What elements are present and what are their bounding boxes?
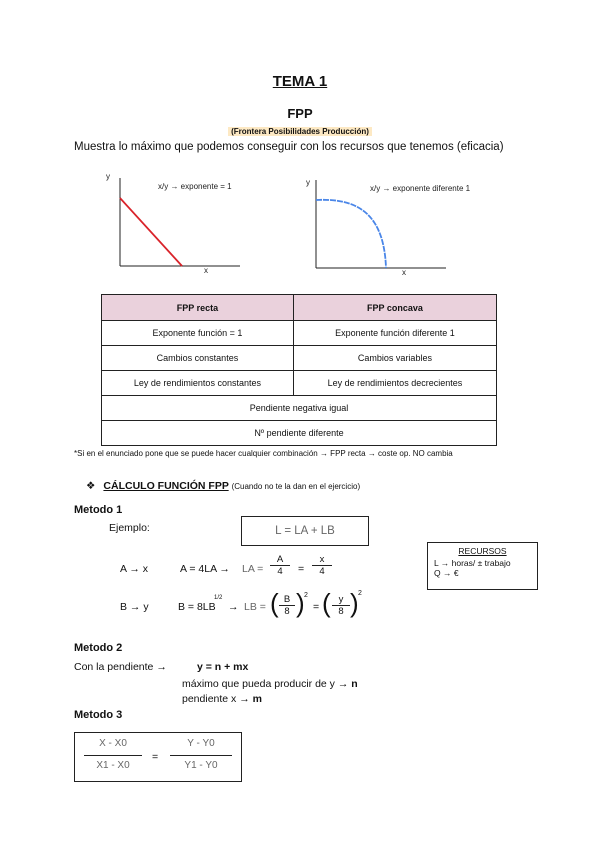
footnote: *Si en el enunciado pone que se puede hacer cualquier combinación → FPP recta → coste op. NO cambia [74, 449, 453, 458]
metodo2-formula: y = n + mx [197, 661, 249, 673]
frac-den: Y1 - Y0 [170, 755, 232, 771]
table-row [102, 421, 497, 446]
metodo2-heading: Metodo 2 [74, 642, 123, 654]
frac-den: X1 - X0 [84, 755, 142, 771]
rowB-lhs: LB = [244, 601, 266, 613]
rowB-arrow2: → [228, 601, 239, 613]
fpp-heading: FPP [287, 106, 313, 121]
table-cell: Ley de rendimientos decrecientes [293, 371, 496, 396]
formula-box [241, 516, 369, 546]
table-header-row [102, 295, 497, 321]
metodo2-line1: Con la pendiente → [74, 661, 167, 673]
frac-num: B [283, 594, 291, 605]
metodo3-eq: = [152, 751, 159, 763]
frac-den: 8 [279, 605, 295, 617]
rowA-eq2: = [298, 563, 305, 575]
frac-den: 8 [332, 605, 350, 617]
metodo3-heading: Metodo 3 [74, 709, 123, 721]
calc-title: CÁLCULO FUNCIÓN FPP [103, 480, 229, 492]
fpp-concave-curve [316, 200, 386, 268]
chart1-x-label: x [204, 266, 208, 275]
rowB-frac2 [332, 594, 350, 617]
table-cell: Exponente función diferente 1 [293, 321, 496, 346]
rowA-arrow: A → x [120, 563, 149, 575]
rowA-frac2 [312, 554, 332, 577]
rowB-arrow: B → y [120, 601, 149, 613]
rowA-eq: A = 4LA → [180, 563, 230, 575]
chart1-y-label: y [106, 172, 110, 181]
header-fpp-concava: FPP concava [293, 295, 496, 321]
table-cell: Exponente función = 1 [102, 321, 294, 346]
chart2-annotation: x/y → exponente diferente 1 [370, 184, 471, 193]
frac-den: 4 [312, 565, 332, 577]
rowA-lhs: LA = [242, 563, 264, 575]
frac-num: Y - Y0 [187, 738, 215, 749]
table-row [102, 396, 497, 421]
frac-num: x [319, 554, 325, 565]
paren-left: ( [270, 588, 279, 618]
paren-right: ) [350, 588, 359, 618]
rowB-exponent: 1/2 [214, 595, 223, 601]
calc-section-heading [86, 480, 360, 492]
metodo2-line3 [182, 693, 262, 705]
table-row [102, 371, 497, 396]
rowB-frac1 [279, 594, 295, 617]
recursos-line2: Q → € [434, 568, 459, 578]
chart2-y-label: y [306, 178, 310, 187]
fpp-subtitle-highlight: (Frontera Posibilidades Producción) [228, 127, 372, 136]
chart2-x-label: x [402, 268, 406, 277]
paren-left: ( [322, 588, 331, 618]
diamond-bullet-icon: ❖ [86, 480, 96, 492]
ejemplo-label: Ejemplo: [109, 522, 150, 534]
rowB-eq: B = 8LB [178, 601, 216, 613]
table-cell-full: Pendiente negativa igual [102, 396, 497, 421]
rowB-square2: 2 [358, 590, 362, 597]
frac-num: A [276, 554, 284, 565]
table-row [102, 321, 497, 346]
metodo2-line3-var: m [252, 693, 262, 705]
frac-num: y [338, 594, 344, 605]
recursos-title: RECURSOS [458, 546, 507, 556]
frac-den: 4 [270, 565, 290, 577]
table-row [102, 346, 497, 371]
fpp-subtitle [0, 121, 600, 139]
recursos-box [427, 542, 538, 590]
header-fpp-recta: FPP recta [102, 295, 294, 321]
calc-aside: (Cuando no te la dan en el ejercicio) [231, 482, 361, 491]
formula-L: L = LA + LB [275, 525, 335, 537]
table-cell: Cambios constantes [102, 346, 294, 371]
fpp-straight-line [120, 198, 182, 266]
rowA-frac1 [270, 554, 290, 577]
metodo2-line3-text: pendiente x → [182, 693, 250, 705]
metodo2-line2-text: máximo que pueda producir de y → [182, 678, 349, 690]
table-cell: Ley de rendimientos constantes [102, 371, 294, 396]
chart1-annotation: x/y → exponente = 1 [158, 182, 232, 191]
rowB-square: 2 [304, 592, 308, 599]
metodo2-line2-var: n [351, 678, 358, 690]
metodo3-frac-x [84, 738, 142, 771]
paren-right: ) [296, 588, 305, 618]
metodo1-heading: Metodo 1 [74, 504, 123, 516]
table-cell: Cambios variables [293, 346, 496, 371]
frac-num: X - X0 [99, 738, 127, 749]
metodo3-frac-y [170, 738, 232, 771]
page-title: TEMA 1 [272, 73, 328, 90]
intro-text: Muestra lo máximo que podemos conseguir con los recursos que tenemos (eficacia) [74, 141, 504, 153]
metodo2-line2 [182, 678, 358, 690]
table-cell-full: Nº pendiente diferente [102, 421, 497, 446]
recursos-line1: L → horas/ ± trabajo [434, 558, 511, 568]
fpp-comparison-table [101, 294, 497, 446]
rowB-eq2: = [313, 601, 320, 613]
